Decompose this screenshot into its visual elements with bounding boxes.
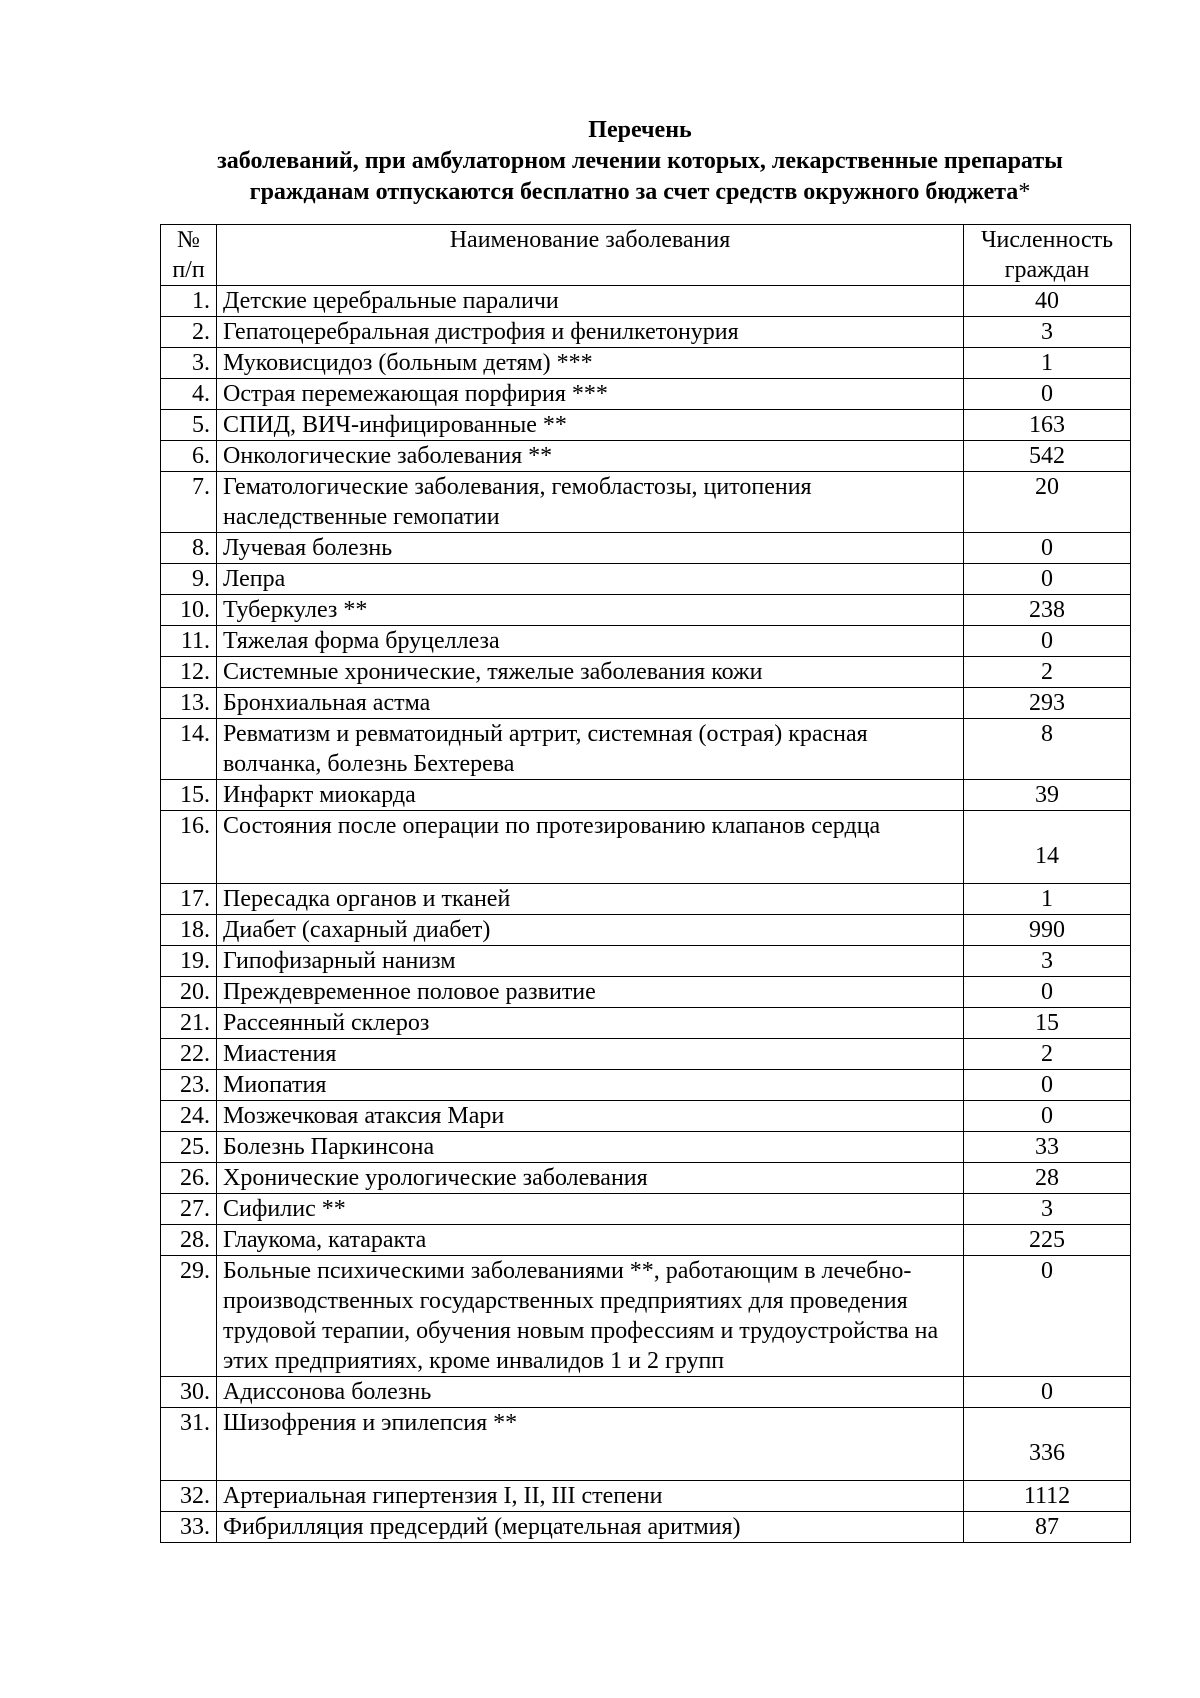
row-number: 21. [161,1008,217,1039]
row-disease-name: Миопатия [217,1070,964,1101]
row-disease-name: Инфаркт миокарда [217,780,964,811]
row-citizen-count: 0 [964,1256,1131,1377]
row-number: 9. [161,564,217,595]
row-citizen-count: 3 [964,317,1131,348]
row-number: 31. [161,1408,217,1481]
header-citizen-count-text: Численность граждан [980,227,1114,283]
row-disease-name: Гепатоцеребральная дистрофия и фенилкетонурия [217,317,964,348]
row-number: 28. [161,1225,217,1256]
table-row [161,379,1131,410]
row-number: 15. [161,780,217,811]
header-disease-name [217,225,964,286]
table-row [161,688,1131,719]
row-number: 30. [161,1377,217,1408]
row-citizen-count: 0 [964,1070,1131,1101]
row-citizen-count: 0 [964,379,1131,410]
row-disease-name: Гематологические заболевания, гемобластозы, цитопения наследственные гемопатии [217,472,964,533]
row-citizen-count: 2 [964,657,1131,688]
table-row [161,1070,1131,1101]
row-number: 13. [161,688,217,719]
table-row [161,1101,1131,1132]
row-citizen-count: 0 [964,1377,1131,1408]
row-citizen-count: 0 [964,564,1131,595]
row-number: 3. [161,348,217,379]
row-number: 10. [161,595,217,626]
title-footnote-marker: * [1018,179,1031,205]
row-number: 29. [161,1256,217,1377]
title-subheading-text: гражданам отпускаются бесплатно за счет средств окружного бюджета [249,179,1019,205]
table-row [161,533,1131,564]
row-disease-name: Шизофрения и эпилепсия ** [217,1408,964,1481]
row-disease-name: Детские церебральные параличи [217,286,964,317]
table-row [161,719,1131,780]
table-row [161,1408,1131,1481]
row-number: 20. [161,977,217,1008]
title-subheading-line2 [0,177,1200,208]
row-disease-name: Системные хронические, тяжелые заболевания кожи [217,657,964,688]
document-title [0,115,1200,208]
table-row [161,1256,1131,1377]
table-row [161,317,1131,348]
row-disease-name: Миастения [217,1039,964,1070]
row-citizen-count: 2 [964,1039,1131,1070]
row-disease-name: Туберкулез ** [217,595,964,626]
row-citizen-count: 542 [964,441,1131,472]
table-row [161,1377,1131,1408]
row-number: 12. [161,657,217,688]
row-citizen-count: 40 [964,286,1131,317]
table-row [161,626,1131,657]
row-disease-name: Пересадка органов и тканей [217,884,964,915]
row-number: 1. [161,286,217,317]
row-citizen-count: 1 [964,884,1131,915]
table-row [161,410,1131,441]
row-citizen-count: 163 [964,410,1131,441]
row-citizen-count: 28 [964,1163,1131,1194]
header-citizen-count [964,225,1131,286]
row-citizen-count: 0 [964,1101,1131,1132]
table-row [161,1194,1131,1225]
table-row [161,1132,1131,1163]
row-disease-name: Болезнь Паркинсона [217,1132,964,1163]
table-row [161,657,1131,688]
row-citizen-count: 20 [964,472,1131,533]
row-disease-name: Лепра [217,564,964,595]
row-disease-name: Острая перемежающая порфирия *** [217,379,964,410]
table-row [161,441,1131,472]
row-number: 23. [161,1070,217,1101]
row-citizen-count: 1112 [964,1481,1131,1512]
row-citizen-count: 0 [964,626,1131,657]
table-row [161,1163,1131,1194]
row-disease-name: Больные психическими заболеваниями **, работающим в лечебно-производственных государственных предприятиях для проведения трудовой терапии, обучения новым профессиям и трудоустройства на этих предприятиях, кроме инвалидов 1 и 2 групп [217,1256,964,1377]
table-row [161,811,1131,884]
row-disease-name: СПИД, ВИЧ-инфицированные ** [217,410,964,441]
row-number: 2. [161,317,217,348]
row-disease-name: Сифилис ** [217,1194,964,1225]
row-number: 6. [161,441,217,472]
row-number: 7. [161,472,217,533]
row-number: 19. [161,946,217,977]
row-number: 11. [161,626,217,657]
header-number [161,225,217,286]
table-row [161,884,1131,915]
row-number: 16. [161,811,217,884]
table-row [161,780,1131,811]
row-citizen-count: 990 [964,915,1131,946]
row-disease-name: Тяжелая форма бруцеллеза [217,626,964,657]
row-number: 22. [161,1039,217,1070]
table-header-row [161,225,1131,286]
table-row [161,1039,1131,1070]
title-subheading-line1: заболеваний, при амбулаторном лечении которых, лекарственные препараты [217,148,1063,174]
row-number: 14. [161,719,217,780]
disease-table [160,224,1131,1543]
row-disease-name: Глаукома, катаракта [217,1225,964,1256]
row-disease-name: Преждевременное половое развитие [217,977,964,1008]
row-number: 26. [161,1163,217,1194]
table-row [161,564,1131,595]
row-disease-name: Муковисцидоз (больным детям) *** [217,348,964,379]
row-citizen-count: 293 [964,688,1131,719]
table-row [161,1512,1131,1543]
table-row [161,977,1131,1008]
title-heading: Перечень [588,117,692,143]
row-disease-name: Диабет (сахарный диабет) [217,915,964,946]
table-row [161,1225,1131,1256]
row-citizen-count: 33 [964,1132,1131,1163]
row-disease-name: Мозжечковая атаксия Мари [217,1101,964,1132]
row-citizen-count: 336 [964,1408,1131,1481]
table-row [161,595,1131,626]
row-citizen-count: 3 [964,1194,1131,1225]
row-disease-name: Лучевая болезнь [217,533,964,564]
row-disease-name: Онкологические заболевания ** [217,441,964,472]
row-citizen-count: 238 [964,595,1131,626]
row-disease-name: Артериальная гипертензия I, II, III степени [217,1481,964,1512]
table-row [161,1481,1131,1512]
row-disease-name: Хронические урологические заболевания [217,1163,964,1194]
row-citizen-count: 39 [964,780,1131,811]
row-citizen-count: 87 [964,1512,1131,1543]
row-number: 25. [161,1132,217,1163]
table-row [161,1008,1131,1039]
row-citizen-count: 0 [964,533,1131,564]
row-disease-name: Рассеянный склероз [217,1008,964,1039]
row-number: 8. [161,533,217,564]
row-citizen-count: 1 [964,348,1131,379]
row-number: 18. [161,915,217,946]
row-disease-name: Адиссонова болезнь [217,1377,964,1408]
row-citizen-count: 3 [964,946,1131,977]
table-row [161,472,1131,533]
row-number: 17. [161,884,217,915]
row-disease-name: Ревматизм и ревматоидный артрит, системная (острая) красная волчанка, болезнь Бехтерева [217,719,964,780]
table-row [161,946,1131,977]
row-number: 33. [161,1512,217,1543]
row-citizen-count: 225 [964,1225,1131,1256]
row-disease-name: Состояния после операции по протезированию клапанов сердца [217,811,964,884]
row-citizen-count: 14 [964,811,1131,884]
table-row [161,915,1131,946]
header-number-text: № п/п [172,227,205,283]
row-citizen-count: 15 [964,1008,1131,1039]
row-number: 24. [161,1101,217,1132]
row-disease-name: Гипофизарный нанизм [217,946,964,977]
row-number: 27. [161,1194,217,1225]
header-disease-name-text: Наименование заболевания [449,227,731,253]
row-number: 32. [161,1481,217,1512]
row-number: 4. [161,379,217,410]
table-body [161,286,1131,1543]
row-disease-name: Фибрилляция предсердий (мерцательная аритмия) [217,1512,964,1543]
row-number: 5. [161,410,217,441]
table-row [161,286,1131,317]
row-citizen-count: 8 [964,719,1131,780]
row-citizen-count: 0 [964,977,1131,1008]
table-row [161,348,1131,379]
row-disease-name: Бронхиальная астма [217,688,964,719]
